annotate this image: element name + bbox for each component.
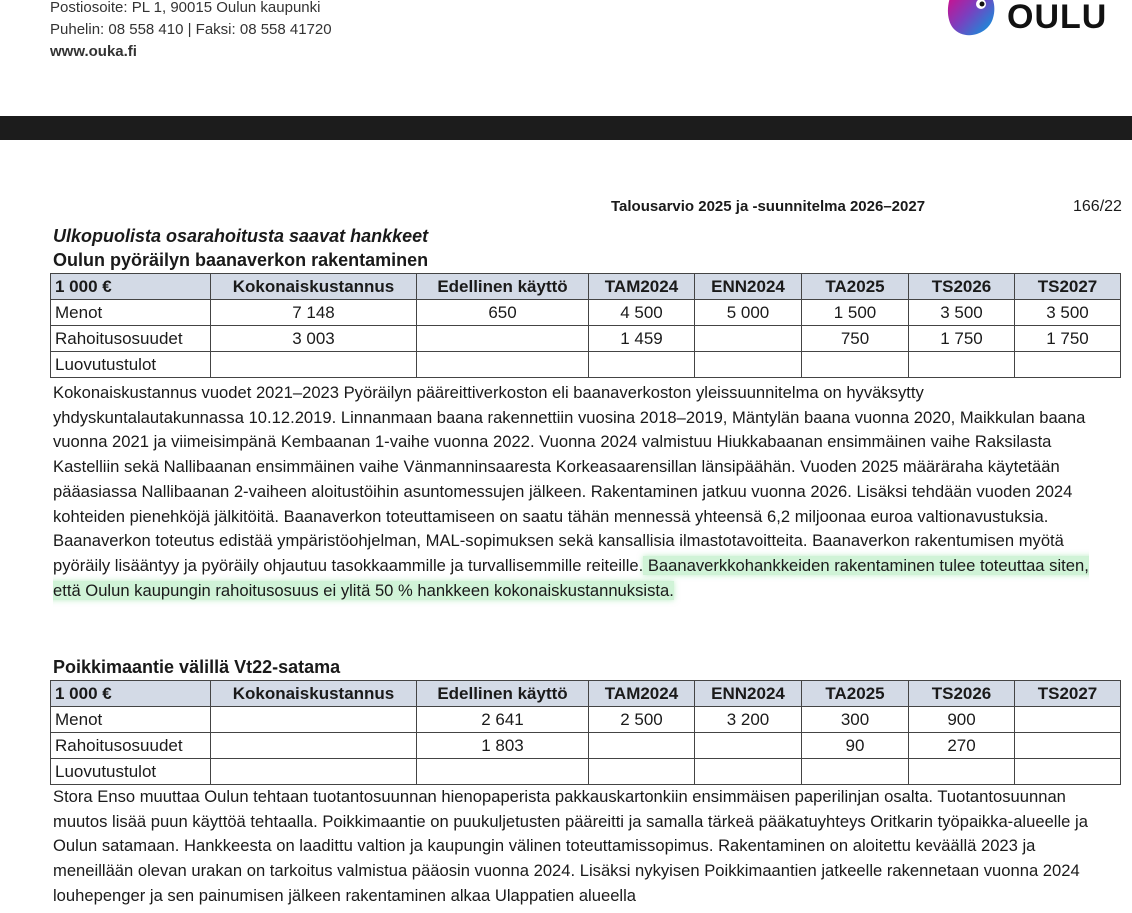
table-cell [417,352,589,378]
table-cell: 7 148 [211,300,417,326]
table-cell [589,733,695,759]
oulu-logo [945,0,1107,40]
header-cell: TS2026 [909,681,1015,707]
header-cell: Edellinen käyttö [417,681,589,707]
logo-icon [945,0,997,40]
table-cell: 650 [417,300,589,326]
table-header-row [51,274,1121,300]
table-cell [1015,352,1121,378]
table-cell: 3 003 [211,326,417,352]
project1-text: Kokonaiskustannus vuodet 2021–2023 Pyöräilyn pääreittiverkoston eli baanaverkoston yleissuunnitelma on hyväksytty yhdyskuntalautakunnassa 10.12.2019. Linnanmaan baana rakennettiin vuosina 2018–2019, Mäntylän baana vuonna 2020, Maikkulan baana vuonna 2021 ja viimeisimpänä Kembaanan 1-vaihe vuonna 2022. Vuonna 2024 valmistuu Hiukkabaanan ensimmäinen vaihe Raksilasta Kastelliin sekä Nallibaanan ensimmäinen vaihe Vänmanninsaaresta Korkeasaarensillan länsipäähän. Vuoden 2025 määräraha käytetään pääasiassa Nallibaanan 2-vaiheen aloitustöihin asuntomessujen jälkeen. Rakentaminen jatkuu vuonna 2026. Lisäksi tehdään vuoden 2024 kohteiden pienehköjä jälkitöitä. Baanaverkon toteuttamiseen on saatu tähän mennessä yhteensä 6,2 miljoonaa euroa valtionavustuksia. Baanaverkon toteutus edistää ympäristöohjelman, MAL-sopimuksen sekä kansallisia ilmastotavoitteita. Baanaverkon rakentumisen myötä pyöräily lisääntyy ja pyöräily ohjautuu tasokkaammille ja turvallisemmille reiteille. [53,383,1086,575]
table-cell [1015,733,1121,759]
header-cell: Edellinen käyttö [417,274,589,300]
table-cell [589,759,695,785]
table-cell [417,326,589,352]
table-cell: 2 500 [589,707,695,733]
header-cell: Kokonaiskustannus [211,274,417,300]
table-cell: 3 200 [695,707,802,733]
postal-address: Postiosoite: PL 1, 90015 Oulun kaupunki [50,0,321,16]
header-cell: TA2025 [802,681,909,707]
page-number: 166/22 [1073,198,1122,215]
table-header-row [51,681,1121,707]
table-row [51,733,1121,759]
header-cell: TS2026 [909,274,1015,300]
project2-description: Stora Enso muuttaa Oulun tehtaan tuotantosuunnan hienopaperista pakkauskartonkiin ensimmäisen paperilinjan osalta. Tuotantosuunnan muutos lisää puun käyttöä tehtaalla. Poikkimaantie on puukuljetusten pääreitti ja samalla tärkeä pääkatuyhteys Oritkarin työpaikka-alueelle ja Oulun satamaan. Hankkeesta on laadittu valtion ja kaupungin välinen toteuttamissopimus. Rakentaminen on aloitettu keväällä 2023 ja meneillään olevan urakan on tarkoitus valmistua pääosin vuonna 2024. Lisäksi nykyisen Poikkimaantien jatkeelle rakennetaan vuonna 2024 louhepenger ja sen painumisen jälkeen rakentaminen alkaa Ulappatien alueella [53,787,1088,905]
table-cell [211,733,417,759]
table-cell [695,352,802,378]
table-cell: Rahoitusosuudet [51,733,211,759]
table-cell [589,352,695,378]
table-cell: 1 803 [417,733,589,759]
table-cell: Rahoitusosuudet [51,326,211,352]
table-cell [211,352,417,378]
table-cell [802,759,909,785]
table-cell: Luovutustulot [51,759,211,785]
project1-description [53,381,1113,603]
header-cell: TAM2024 [589,681,695,707]
header-address-block [50,0,332,63]
table-cell [1015,707,1121,733]
table-cell [909,759,1015,785]
header-cell: 1 000 € [51,274,211,300]
table-cell [695,733,802,759]
project2-title: Poikkimaantie välillä Vt22-satama [53,657,341,677]
table-cell: 90 [802,733,909,759]
table-cell [802,352,909,378]
table-row [51,300,1121,326]
table-cell: Menot [51,300,211,326]
table-cell: 3 500 [909,300,1015,326]
table-cell [695,759,802,785]
header-cell: TA2025 [802,274,909,300]
table-cell [695,326,802,352]
project1-title: Oulun pyöräilyn baanaverkon rakentaminen [53,250,429,270]
table-cell: Luovutustulot [51,352,211,378]
table-cell: 2 641 [417,707,589,733]
header-cell: TS2027 [1015,274,1121,300]
highlighted-text: Baanaverkkohankkeiden rakentaminen tulee toteuttaa siten, että Oulun kaupungin rahoitusosuus ei ylitä 50 % hankkeen kokonaiskustannuksista. [53,555,1089,600]
header-cell: TS2027 [1015,681,1121,707]
table-row [51,759,1121,785]
header-cell: 1 000 € [51,681,211,707]
header-cell: ENN2024 [695,681,802,707]
header-cell: ENN2024 [695,274,802,300]
document-title: Talousarvio 2025 ja -suunnitelma 2026–2027 [611,198,926,215]
table-row [51,707,1121,733]
header-cell: TAM2024 [589,274,695,300]
table-row [51,352,1121,378]
table-cell: 1 500 [802,300,909,326]
table-row [51,326,1121,352]
project1-budget-table [50,273,1121,378]
table-cell [211,707,417,733]
table-cell: 1 750 [1015,326,1121,352]
table-cell: 4 500 [589,300,695,326]
table-cell: 300 [802,707,909,733]
table-cell [211,759,417,785]
table-cell: 3 500 [1015,300,1121,326]
project2-budget-table [50,680,1121,785]
section-heading: Ulkopuolista osarahoitusta saavat hankkeet [53,226,429,246]
table-cell [1015,759,1121,785]
table-cell: 1 750 [909,326,1015,352]
header-divider-bar [0,116,1132,140]
table-cell [417,759,589,785]
table-cell [909,352,1015,378]
logo-wordmark: OULU [1007,0,1108,36]
header-cell: Kokonaiskustannus [211,681,417,707]
table-cell: Menot [51,707,211,733]
table-cell: 1 459 [589,326,695,352]
table-cell: 900 [909,707,1015,733]
website-link[interactable]: www.ouka.fi [50,43,137,60]
table-cell: 270 [909,733,1015,759]
table-cell: 750 [802,326,909,352]
table-cell: 5 000 [695,300,802,326]
phone-fax: Puhelin: 08 558 410 | Faksi: 08 558 41720 [50,21,332,38]
